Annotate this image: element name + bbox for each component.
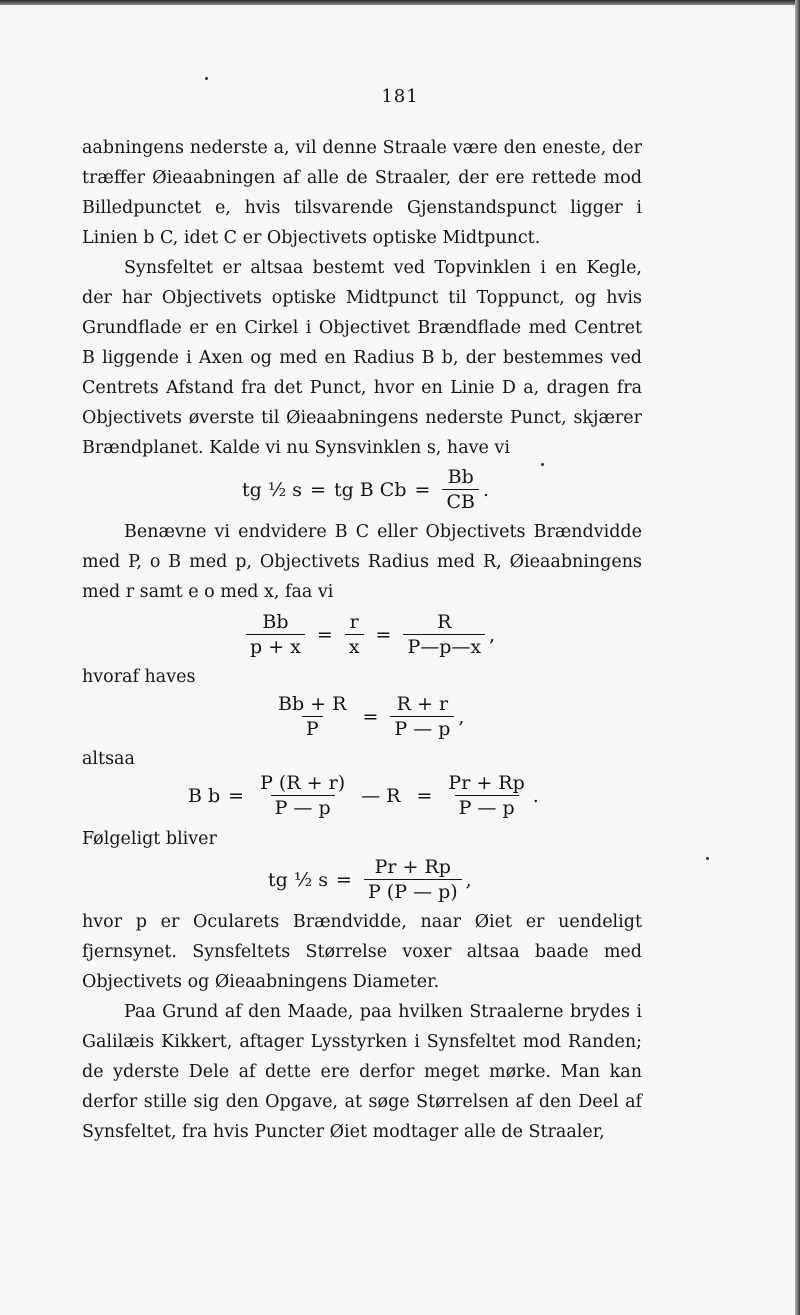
formula-1-fraction	[442, 466, 479, 513]
formula-4-eq2: =	[416, 784, 433, 807]
formula-4-eq: =	[228, 784, 245, 807]
formula-3-end: ,	[458, 705, 465, 728]
formula-1	[242, 466, 489, 513]
formula-3-f2-numerator: R + r	[396, 693, 449, 715]
scan-edge-right	[795, 0, 800, 1315]
formula-2-fraction-3	[403, 611, 485, 658]
scan-speck	[706, 857, 709, 860]
formula-2-fraction-1	[246, 611, 305, 658]
formula-2-f2-numerator: r	[349, 611, 359, 633]
formula-2	[242, 611, 495, 658]
formula-3-f1-denominator: P	[302, 716, 323, 740]
formula-2-f2-denominator: x	[345, 634, 364, 658]
formula-5-numerator: Pr + Rp	[374, 856, 451, 878]
formula-4-lhs: B b	[188, 784, 221, 807]
formula-4-f1-numerator: P (R + r)	[260, 772, 346, 794]
paragraph-3: Benævne vi endvidere B C eller Objectivets Brændvidde med P, o B med p, Objectivets Radius med R, Øieaabningens med r samt e o med x, faa vi	[82, 522, 642, 602]
formula-2-f1-denominator: p + x	[246, 634, 305, 658]
formula-5-eq: =	[336, 868, 352, 891]
formula-1-end: .	[482, 478, 489, 501]
formula-4-f2-denominator: P — p	[455, 795, 519, 819]
altsaa-line: altsaa	[82, 749, 135, 769]
formula-2-f3-numerator: R	[437, 611, 452, 633]
formula-1-numerator: Bb	[447, 466, 474, 488]
paragraph-5: Paa Grund af den Maade, paa hvilken Straalerne brydes i Galilæis Kikkert, aftager Lysstyrken i Synsfeltet mod Randen; de yderste Dele af dette ere derfor meget mørke. Man kan derfor stille sig den Opgave, at søge Størrelsen af den Deel af Synsfeltet, fra hvis Puncter Øiet modtager alle de Straaler,	[82, 1002, 642, 1142]
formula-2-f3-denominator: P—p—x	[403, 634, 485, 658]
formula-3	[270, 693, 464, 740]
formula-3-fraction-1	[274, 693, 350, 740]
formula-3-fraction-2	[390, 693, 454, 740]
formula-5	[268, 856, 472, 903]
formula-5-denominator: P (P — p)	[364, 879, 462, 903]
formula-4-end: .	[532, 784, 539, 807]
formula-1-denominator: CB	[442, 489, 479, 513]
formula-3-f1-numerator: Bb + R	[278, 693, 347, 715]
formula-4-f2-numerator: Pr + Rp	[448, 772, 525, 794]
paragraph-4: hvor p er Ocularets Brændvidde, naar Øiet er uendeligt fjernsynet. Synsfeltets Størrelse voxer altsaa baade med Objectivets og Øieaabningens Diameter.	[82, 912, 642, 992]
scan-speck	[541, 463, 544, 466]
formula-5-lhs: tg ½ s	[268, 868, 329, 891]
formula-3-f2-denominator: P — p	[390, 716, 454, 740]
formula-1-eq: =	[310, 478, 326, 501]
formula-1-mid: tg B Cb	[333, 478, 407, 501]
formula-1-lhs: tg ½ s	[242, 478, 303, 501]
formula-2-eq2: =	[375, 623, 392, 646]
formula-5-end: ,	[465, 868, 472, 891]
formula-4-fraction-2	[444, 772, 528, 819]
formula-2-f1-numerator: Bb	[262, 611, 289, 633]
formula-3-eq: =	[362, 705, 379, 728]
formula-2-end: ,	[489, 623, 496, 646]
formula-4	[188, 772, 539, 819]
formula-4-minus: — R	[361, 784, 401, 807]
paragraph-2: Synsfeltet er altsaa bestemt ved Topvinklen i en Kegle, der har Objectivets optiske Midtpunct til Toppunct, og hvis Grundflade er en Cirkel i Objectivet Brændflade med Centret B liggende i Axen og med en Radius B b, der bestemmes ved Centrets Afstand fra det Punct, hvor en Linie D a, dragen fra Objectivets øverste til Øieaabningens nederste Punct, skjærer Brændplanet. Kalde vi nu Synsvinklen s, have vi	[82, 258, 642, 458]
page-number: 181	[381, 86, 419, 107]
formula-1-eq2: =	[414, 478, 431, 501]
hvoraf-line: hvoraf haves	[82, 667, 196, 687]
formula-4-fraction-1	[256, 772, 349, 819]
scan-speck	[205, 77, 208, 80]
formula-4-f1-denominator: P — p	[271, 795, 335, 819]
folgeligt-line: Følgeligt bliver	[82, 829, 217, 849]
formula-2-eq: =	[316, 623, 333, 646]
formula-2-fraction-2	[345, 611, 364, 658]
formula-5-fraction	[364, 856, 462, 903]
scan-edge-top	[0, 0, 800, 5]
paragraph-1: aabningens nederste a, vil denne Straale være den eneste, der træffer Øieaabningen af alle de Straaler, der ere rettede mod Billedpunctet e, hvis tilsvarende Gjenstandspunct ligger i Linien b C, idet C er Objectivets optiske Midtpunct.	[82, 138, 642, 248]
